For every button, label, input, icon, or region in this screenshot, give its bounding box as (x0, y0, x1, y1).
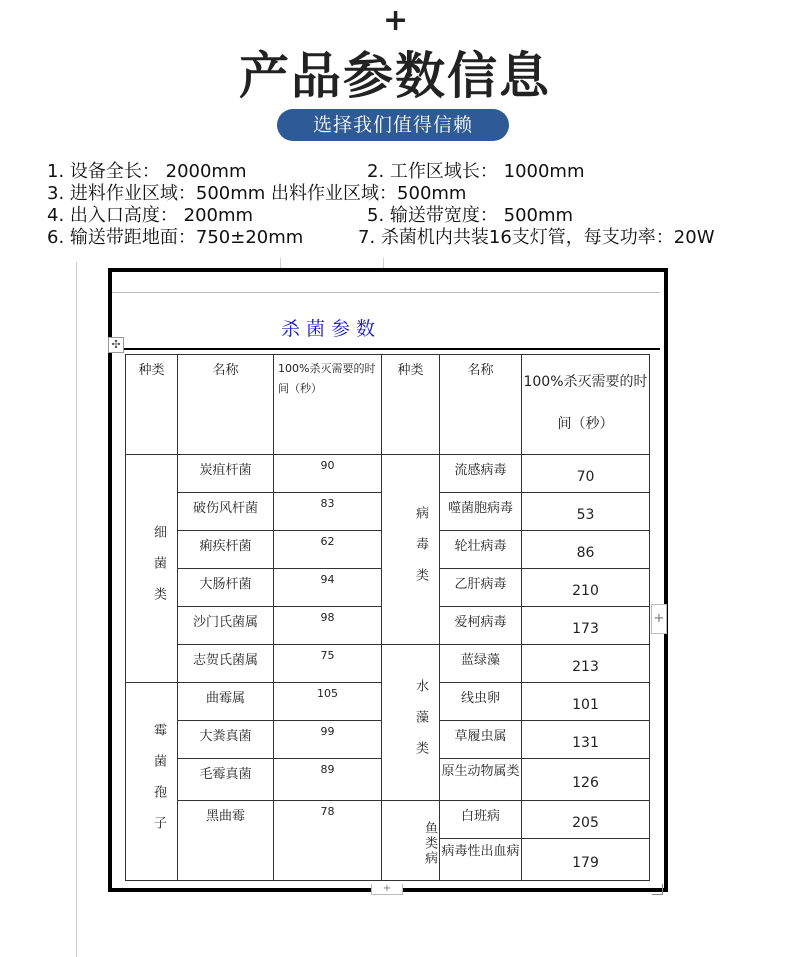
spec-belt-height: 6. 输送带距地面：750±20mm (47, 227, 304, 248)
column-tick (383, 258, 384, 268)
right-name-cell: 白班病 (440, 801, 522, 839)
right-name-cell: 流感病毒 (440, 455, 522, 493)
left-name-cell: 炭疽杆菌 (178, 455, 274, 493)
left-time-cell: 98 (274, 607, 382, 645)
table-move-handle-icon[interactable]: ✣ (108, 337, 124, 353)
left-name-cell: 破伤风杆菌 (178, 493, 274, 531)
page-margin-line (76, 262, 77, 957)
spec-entrance-height: 4. 出入口高度： 200mm (47, 205, 254, 226)
category-virus: 病毒类 (382, 455, 440, 645)
header-name-left: 名称 (178, 355, 274, 455)
resize-handle-icon[interactable] (652, 884, 663, 895)
header-type-left: 种类 (126, 355, 178, 455)
sterilization-table (125, 354, 650, 881)
left-name-cell: 黑曲霉 (178, 801, 274, 881)
spec-length: 1. 设备全长： 2000mm (47, 161, 247, 182)
right-time-cell: 213 (522, 645, 650, 683)
header-time-right: 100%杀灭需要的时间（秒） (522, 355, 650, 455)
table-row (126, 801, 650, 839)
category-mold-spores: 霉菌孢子 (126, 683, 178, 881)
subtitle-badge: 选择我们值得信赖 (277, 109, 509, 141)
column-tick (280, 258, 281, 268)
right-name-cell: 爱柯病毒 (440, 607, 522, 645)
left-time-cell: 75 (274, 645, 382, 683)
right-name-cell: 病毒性出血病 (440, 839, 522, 881)
left-time-cell: 83 (274, 493, 382, 531)
spec-work-area: 2. 工作区域长： 1000mm (367, 161, 585, 182)
header-name-right: 名称 (440, 355, 522, 455)
category-bacteria: 细菌类 (126, 455, 178, 683)
right-name-cell: 线虫卵 (440, 683, 522, 721)
spec-feed-areas: 3. 进料作业区域：500mm 出料作业区域：500mm (47, 183, 467, 204)
category-algae: 水藻类 (382, 645, 440, 801)
right-name-cell: 噬菌胞病毒 (440, 493, 522, 531)
heading-underline (112, 348, 660, 350)
left-name-cell: 沙门氏菌属 (178, 607, 274, 645)
right-time-cell: 210 (522, 569, 650, 607)
header-time-left: 100%杀灭需要的时间（秒） (274, 355, 382, 455)
right-time-cell: 101 (522, 683, 650, 721)
left-time-cell: 94 (274, 569, 382, 607)
right-time-cell: 173 (522, 607, 650, 645)
right-time-cell: 131 (522, 721, 650, 759)
right-name-cell: 草履虫属 (440, 721, 522, 759)
right-time-cell: 126 (522, 759, 650, 801)
table-row (126, 645, 650, 683)
right-name-cell: 乙肝病毒 (440, 569, 522, 607)
right-time-cell: 179 (522, 839, 650, 881)
right-time-cell: 70 (522, 455, 650, 493)
right-name-cell: 轮壮病毒 (440, 531, 522, 569)
right-name-cell: 原生动物属类 (440, 759, 522, 801)
left-name-cell: 志贺氏菌属 (178, 645, 274, 683)
page-title: 产品参数信息 (239, 47, 551, 105)
right-time-cell: 205 (522, 801, 650, 839)
left-time-cell: 105 (274, 683, 382, 721)
left-name-cell: 痢疾杆菌 (178, 531, 274, 569)
document-heading: 杀菌参数 (280, 318, 381, 340)
left-name-cell: 大肠杆菌 (178, 569, 274, 607)
table-row (126, 455, 650, 493)
left-name-cell: 大粪真菌 (178, 721, 274, 759)
left-time-cell: 89 (274, 759, 382, 801)
plus-icon: + (383, 3, 409, 38)
left-name-cell: 曲霉属 (178, 683, 274, 721)
left-time-cell: 78 (274, 801, 382, 881)
right-name-cell: 蓝绿藻 (440, 645, 522, 683)
left-time-cell: 90 (274, 455, 382, 493)
table-header-row (126, 355, 650, 455)
left-name-cell: 毛霉真菌 (178, 759, 274, 801)
spec-lamps: 7. 杀菌机内共装16支灯管，每支功率：20W (358, 227, 715, 248)
left-time-cell: 99 (274, 721, 382, 759)
header-divider (112, 292, 660, 293)
spec-belt-width: 5. 输送带宽度： 500mm (367, 205, 574, 226)
left-time-cell: 62 (274, 531, 382, 569)
add-row-handle-icon[interactable]: + (371, 884, 403, 895)
add-column-handle-icon[interactable]: + (651, 604, 667, 634)
right-time-cell: 86 (522, 531, 650, 569)
right-time-cell: 53 (522, 493, 650, 531)
category-fish-disease: 鱼类病 (382, 801, 440, 881)
header-type-right: 种类 (382, 355, 440, 455)
